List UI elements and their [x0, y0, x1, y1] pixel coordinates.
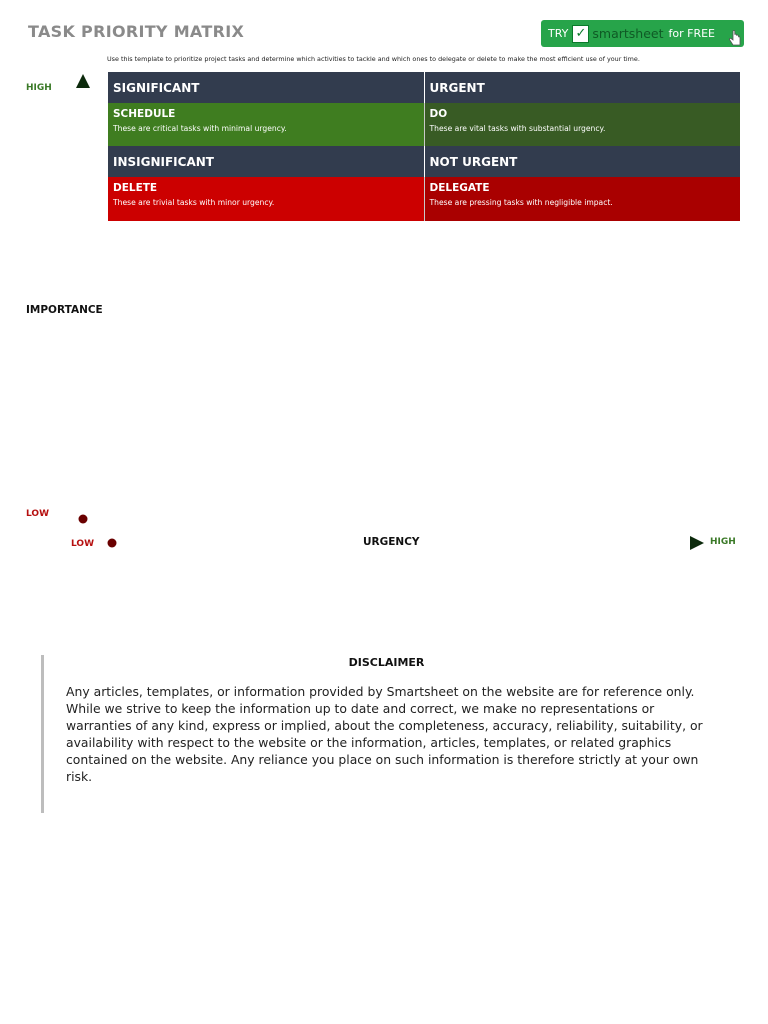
quadrant-schedule-header	[108, 103, 424, 146]
quadrant-delete-header	[108, 177, 424, 221]
importance-axis-arrow	[76, 74, 90, 292]
quadrant-schedule	[108, 103, 424, 146]
quadrant-title: SCHEDULE	[113, 108, 176, 120]
quadrant-description: These are pressing tasks with negligible impact.	[429, 198, 613, 207]
urgency-axis-arrow	[427, 536, 704, 550]
quadrant-delegate	[424, 177, 741, 221]
quadrant-do-header	[425, 103, 741, 146]
page-title: TASK PRIORITY MATRIX	[28, 22, 245, 41]
disclaimer-title: DISCLAIMER	[348, 656, 425, 669]
try-label: TRY	[548, 27, 569, 40]
bottom-quadrant-row	[108, 177, 740, 221]
checkmark-icon: ✓	[572, 25, 589, 43]
bottom-header-row	[108, 146, 740, 177]
priority-matrix	[108, 72, 740, 221]
x-axis-high-label: HIGH	[710, 537, 736, 547]
quadrant-description: These are trivial tasks with minor urgency.	[113, 198, 275, 207]
importance-axis-lower	[79, 328, 88, 524]
quadrant-description: These are vital tasks with substantial urgency.	[429, 124, 606, 133]
quadrant-title: DO	[429, 108, 448, 120]
quadrant-do	[424, 103, 741, 146]
y-axis-high-label: HIGH	[26, 83, 52, 93]
for-free-label: for FREE	[668, 27, 715, 40]
disclaimer-text: Any articles, templates, or information provided by Smartsheet on the website are for reference only. While we strive to keep the information up to date and correct, we make no representations or warranties of any kind, express or implied, about the completeness, accuracy, reliability, suitability, or availability with respect to the website or the information, articles, templates, or related graphics contained on the website. Any reliance you place on such information is therefore strictly at your own risk.	[66, 684, 703, 784]
quadrant-delegate-header	[425, 177, 741, 221]
header-insignificant: INSIGNIFICANT	[108, 146, 424, 177]
urgency-axis-left	[108, 539, 357, 548]
x-axis-label: URGENCY	[363, 536, 420, 548]
header-urgent: URGENT	[424, 72, 741, 103]
top-quadrant-row	[108, 103, 740, 146]
smartsheet-logo-text: smartsheet	[592, 26, 664, 41]
quadrant-delete	[108, 177, 424, 221]
y-axis-low-label: LOW	[26, 509, 49, 519]
page-subtitle: Use this template to prioritize project tasks and determine which activities to tackle and which ones to delegate or delete to make the most efficient use of your time.	[107, 55, 640, 63]
disclaimer-side-bar	[41, 655, 44, 813]
quadrant-description: These are critical tasks with minimal urgency.	[113, 124, 287, 133]
x-axis-low-label: LOW	[71, 539, 94, 549]
header-significant: SIGNIFICANT	[108, 72, 424, 103]
top-header-row	[108, 72, 740, 103]
quadrant-title: DELETE	[113, 182, 158, 194]
y-axis-label: IMPORTANCE	[26, 304, 103, 316]
quadrant-title: DELEGATE	[429, 182, 490, 194]
header-not-urgent: NOT URGENT	[424, 146, 741, 177]
